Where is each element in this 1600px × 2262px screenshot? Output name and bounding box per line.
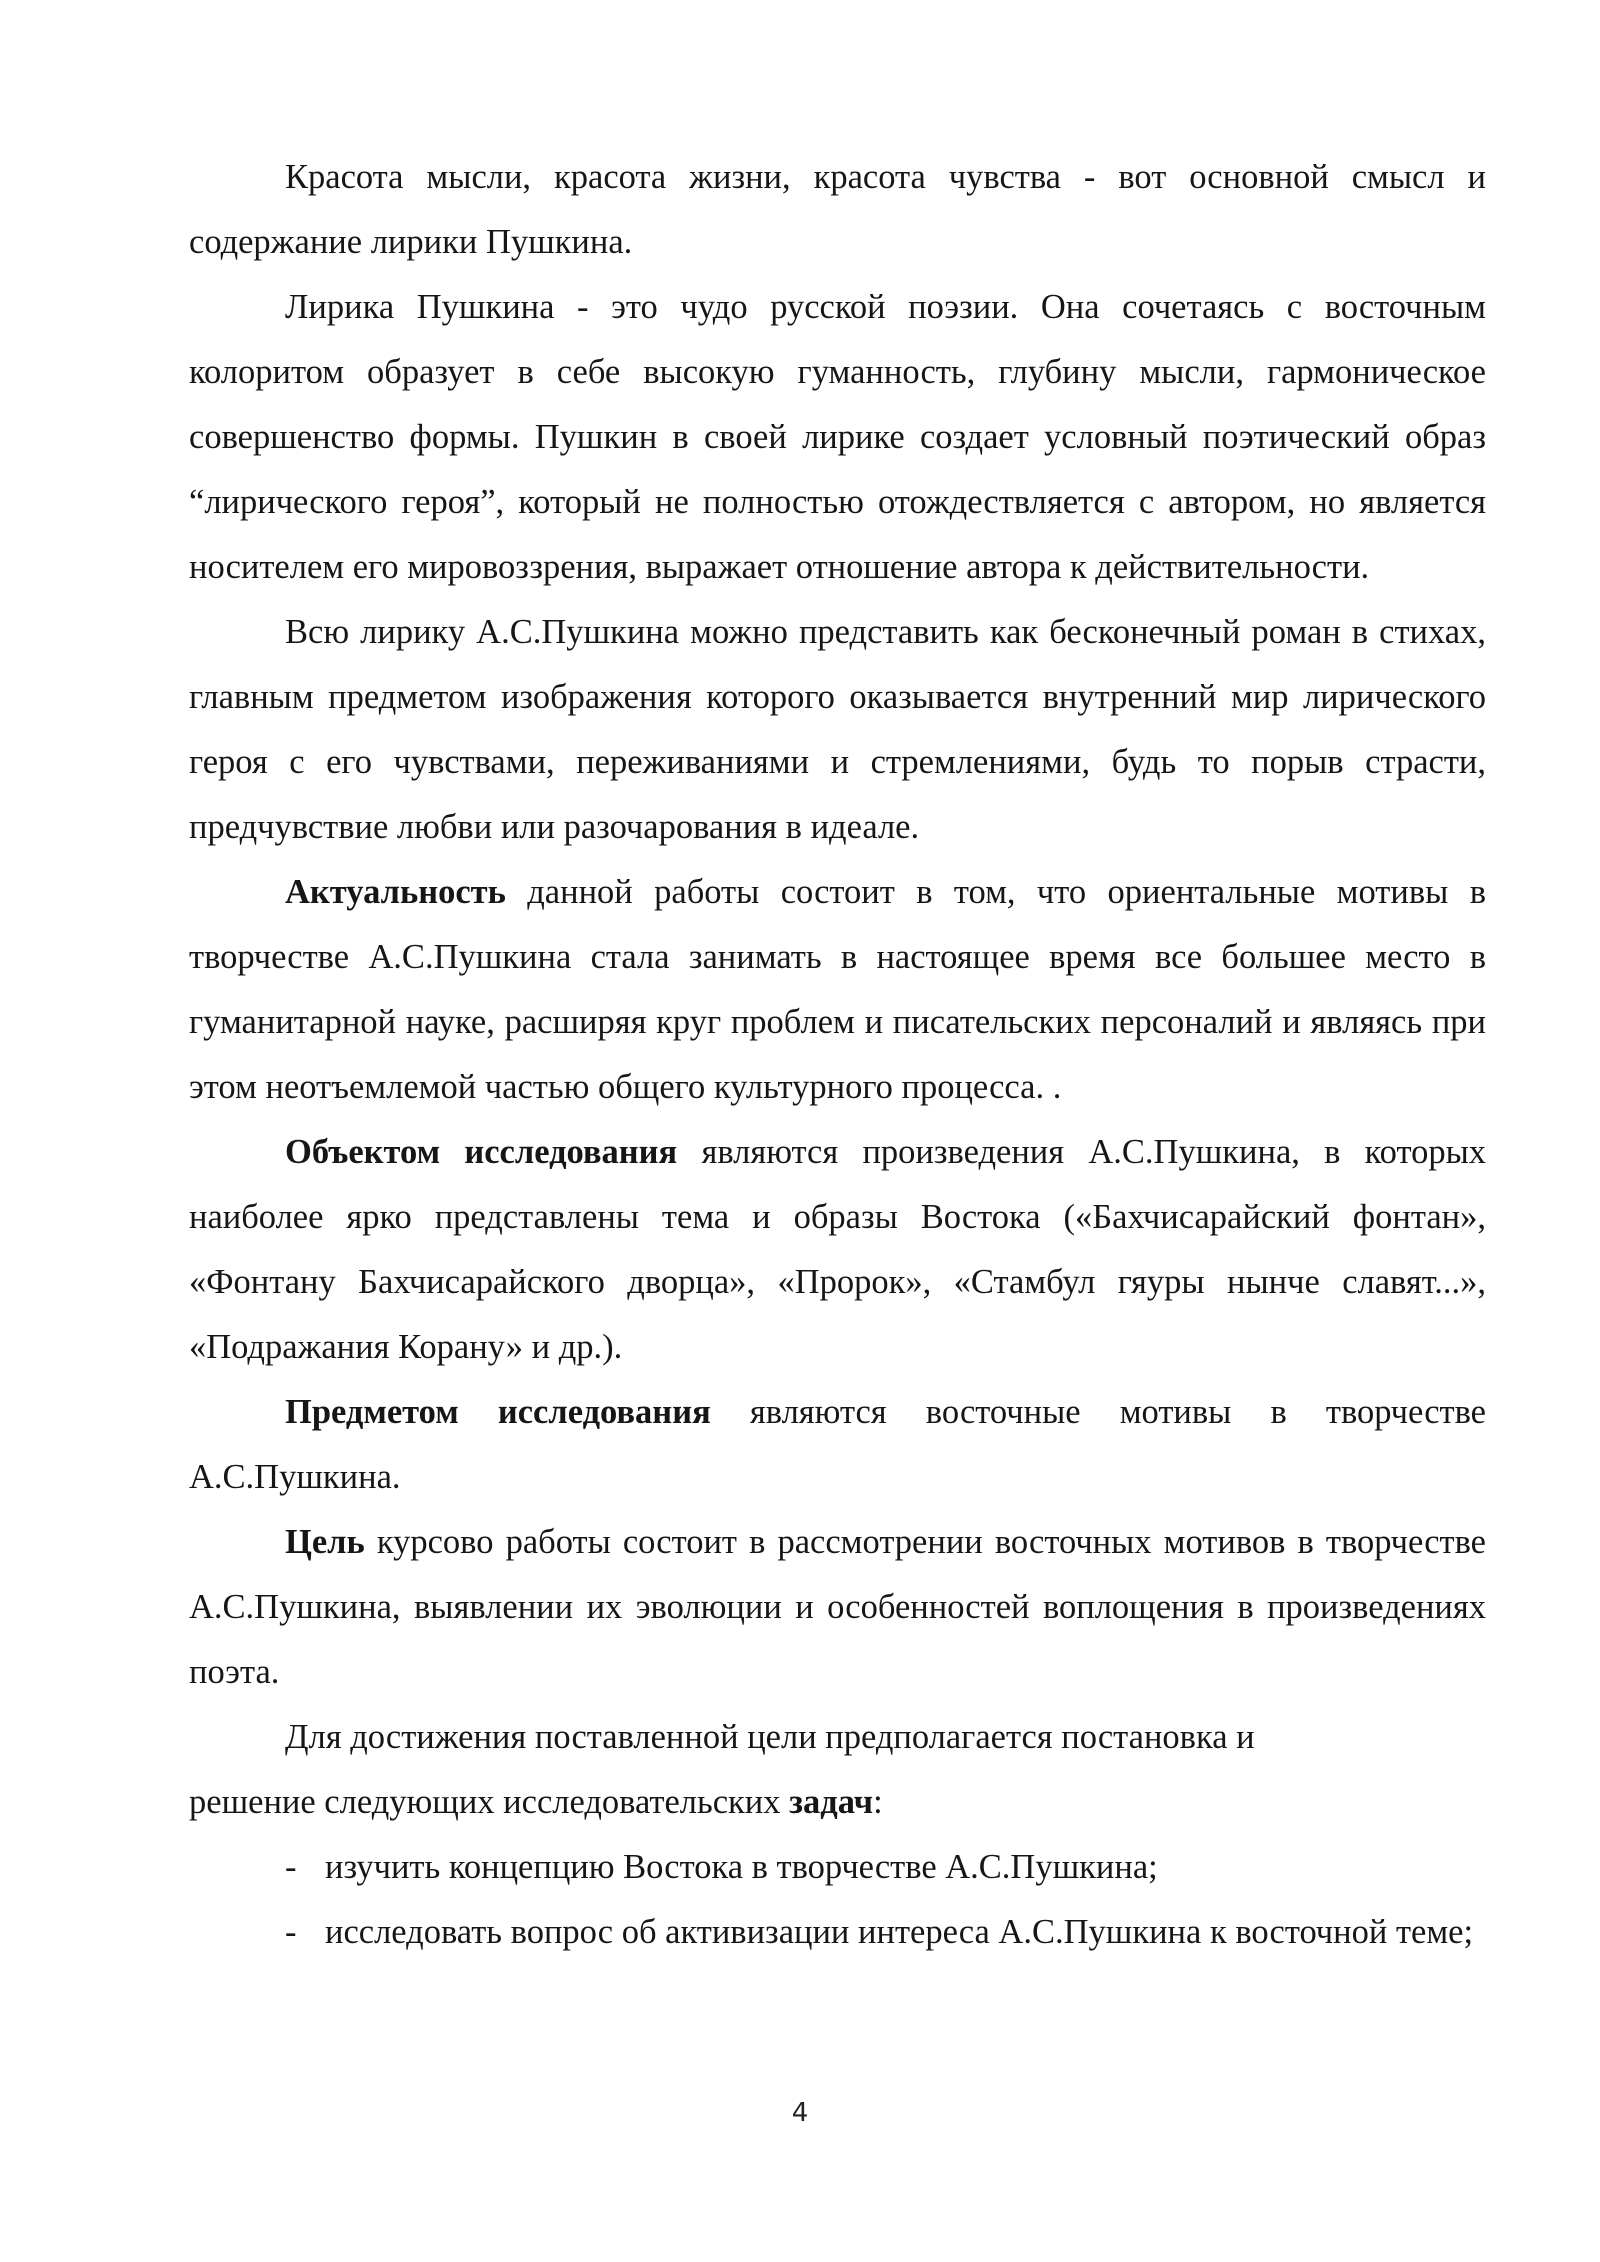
paragraph-text: являются восточные мотивы в творчестве А.С.Пушкина.	[189, 1393, 1486, 1496]
paragraph-research-subject	[189, 1380, 1486, 1510]
paragraph-beauty	[189, 145, 1486, 275]
list-item-text: изучить концепцию Востока в творчестве А.С.Пушкина;	[325, 1848, 1158, 1886]
paragraph-endless-novel	[189, 600, 1486, 860]
paragraph-text: являются произведения А.С.Пушкина, в которых наиболее ярко представлены тема и образы Востока («Бахчисарайский фонтан», «Фонтану Бахчисарайского дворца», «Пророк», «Стамбул гяуры нынче славят...», «Подражания Корану» и др.).	[189, 1133, 1487, 1366]
paragraph-text-suffix: :	[873, 1783, 883, 1821]
list-dash: -	[285, 1848, 297, 1886]
paragraph-relevance	[189, 860, 1486, 1120]
research-subject-heading: Предметом исследования	[285, 1393, 711, 1431]
paragraph-research-object	[189, 1120, 1486, 1380]
paragraph-tasks-intro-line2	[189, 1770, 1486, 1835]
paragraph-text: Красота мысли, красота жизни, красота чувства - вот основной смысл и содержание лирики Пушкина.	[189, 158, 1486, 261]
document-body	[189, 145, 1486, 1965]
paragraph-text: курсово работы состоит в рассмотрении восточных мотивов в творчестве А.С.Пушкина, выявлении их эволюции и особенностей воплощения в произведениях поэта.	[189, 1523, 1486, 1691]
research-object-heading: Объектом исследования	[285, 1133, 678, 1171]
paragraph-text: Лирика Пушкина - это чудо русской поэзии. Она сочетаясь с восточным колоритом образует в себе высокую гуманность, глубину мысли, гармоническое совершенство формы. Пушкин в своей лирике создает условный поэтический образ “лирического героя”, который не полностью отождествляется с автором, но является носителем его мировоззрения, выражает отношение автора к действительности.	[189, 288, 1486, 586]
goal-heading: Цель	[285, 1523, 365, 1561]
paragraph-text: Для достижения поставленной цели предполагается постановка и	[285, 1718, 1255, 1756]
list-dash: -	[285, 1913, 297, 1951]
list-item-text: исследовать вопрос об активизации интереса А.С.Пушкина к восточной теме;	[325, 1913, 1474, 1951]
relevance-heading: Актуальность	[285, 873, 506, 911]
paragraph-text: данной работы состоит в том, что ориентальные мотивы в творчестве А.С.Пушкина стала занимать в настоящее время все большее место в гуманитарной науке, расширяя круг проблем и писательских персоналий и являясь при этом неотъемлемой частью общего культурного процесса. .	[189, 873, 1486, 1106]
list-item	[189, 1835, 1486, 1900]
page-number: 4	[791, 2098, 809, 2128]
paragraph-text: Всю лирику А.С.Пушкина можно представить как бесконечный роман в стихах, главным предметом изображения которого оказывается внутренний мир лирического героя с его чувствами, переживаниями и стремлениями, будь то порыв страсти, предчувствие любви или разочарования в идеале.	[189, 613, 1486, 846]
paragraph-lyric-miracle	[189, 275, 1486, 600]
list-item	[189, 1900, 1486, 1965]
paragraph-goal	[189, 1510, 1486, 1705]
tasks-heading: задач	[789, 1783, 874, 1821]
paragraph-text: решение следующих исследовательских	[189, 1783, 790, 1821]
paragraph-tasks-intro	[189, 1705, 1486, 1770]
